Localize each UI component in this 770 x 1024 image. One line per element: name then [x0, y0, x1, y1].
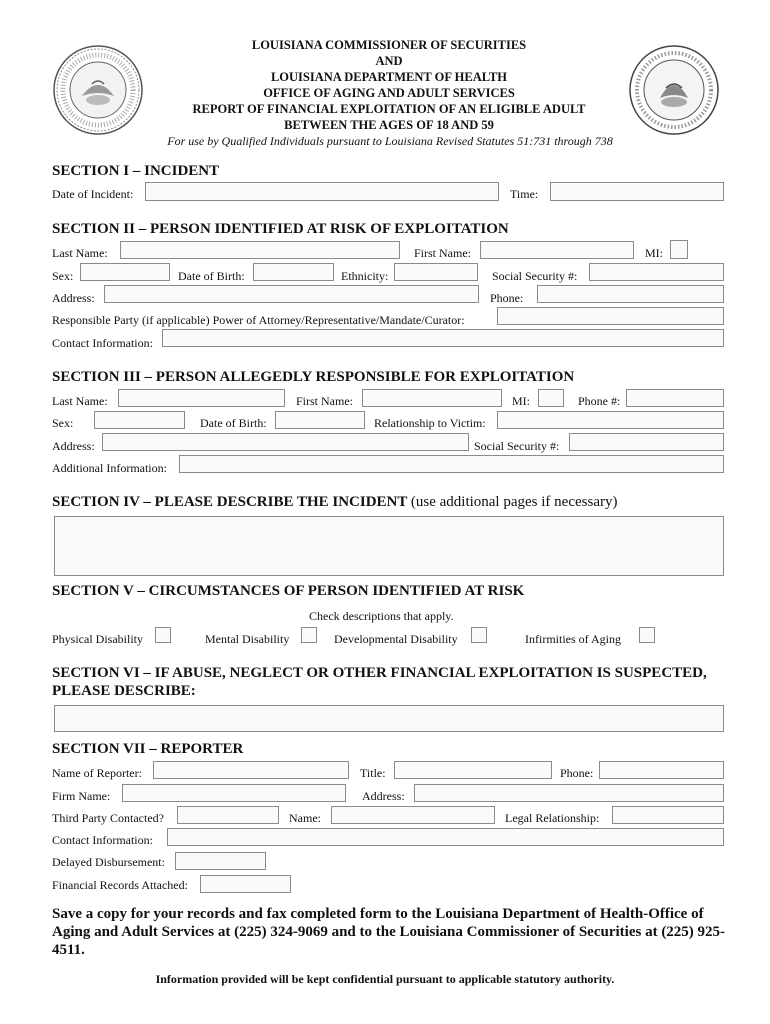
victim-contact-field[interactable] [162, 329, 724, 347]
victim-last-name-label: Last Name: [52, 246, 108, 260]
section-4-title [52, 493, 617, 511]
firm-name-label: Firm Name: [52, 789, 111, 803]
perp-mi-label: MI: [512, 394, 530, 408]
physical-disability-label: Physical Disability [52, 632, 143, 646]
third-party-contact-field[interactable] [167, 828, 724, 846]
time-field[interactable] [550, 182, 724, 201]
responsible-party-label: Responsible Party (if applicable) Power of Attorney/Representative/Mandate/Curator: [52, 313, 465, 327]
reporter-title-field[interactable] [394, 761, 552, 779]
financial-records-field[interactable] [200, 875, 291, 893]
section-1-title: SECTION I – INCIDENT [52, 163, 220, 179]
firm-name-field[interactable] [122, 784, 346, 802]
time-label: Time: [510, 187, 539, 201]
victim-ssn-field[interactable] [589, 263, 724, 281]
section-5-instruction: Check descriptions that apply. [309, 609, 454, 623]
victim-mi-field[interactable] [670, 240, 688, 259]
victim-sex-field[interactable] [80, 263, 170, 281]
victim-ssn-label: Social Security #: [492, 269, 578, 283]
perp-ssn-label: Social Security #: [474, 439, 560, 453]
victim-first-name-label: First Name: [414, 246, 471, 260]
date-of-incident-label: Date of Incident: [52, 187, 134, 201]
victim-sex-label: Sex: [52, 269, 74, 283]
perp-relationship-label: Relationship to Victim: [374, 416, 486, 430]
victim-last-name-field[interactable] [120, 241, 400, 259]
perp-phone-field[interactable] [626, 389, 724, 407]
header-line-2: AND [375, 54, 403, 68]
responsible-party-field[interactable] [497, 307, 724, 325]
victim-ethnicity-field[interactable] [394, 263, 478, 281]
incident-description-field[interactable] [54, 516, 724, 576]
physical-disability-checkbox[interactable] [155, 627, 171, 643]
perp-sex-field[interactable] [94, 411, 185, 429]
victim-ethnicity-label: Ethnicity: [341, 269, 389, 283]
third-party-name-field[interactable] [331, 806, 495, 824]
section-7-title: SECTION VII – REPORTER [52, 741, 244, 757]
developmental-disability-checkbox[interactable] [471, 627, 487, 643]
perp-first-name-label: First Name: [296, 394, 353, 408]
victim-phone-label: Phone: [490, 291, 524, 305]
reporter-phone-field[interactable] [599, 761, 724, 779]
delayed-disbursement-field[interactable] [175, 852, 266, 870]
perp-sex-label: Sex: [52, 416, 74, 430]
state-of-louisiana-seal-icon [628, 44, 720, 141]
victim-phone-field[interactable] [537, 285, 724, 303]
reporter-phone-label: Phone: [560, 766, 594, 780]
reporter-name-field[interactable] [153, 761, 349, 779]
date-of-incident-field[interactable] [145, 182, 499, 201]
section-5-title: SECTION V – CIRCUMSTANCES OF PERSON IDENTIFIED AT RISK [52, 583, 525, 599]
reporter-title-label: Title: [360, 766, 386, 780]
header-line-6: BETWEEN THE AGES OF 18 AND 59 [284, 118, 494, 132]
victim-contact-label: Contact Information: [52, 336, 153, 350]
perp-dob-field[interactable] [275, 411, 365, 429]
third-party-name-label: Name: [289, 811, 321, 825]
perp-ssn-field[interactable] [569, 433, 724, 451]
perp-last-name-field[interactable] [118, 389, 285, 407]
perp-additional-label: Additional Information: [52, 461, 167, 475]
reporter-address-label: Address: [362, 789, 405, 803]
mental-disability-checkbox[interactable] [301, 627, 317, 643]
infirmities-of-aging-label: Infirmities of Aging [525, 632, 621, 646]
perp-mi-field[interactable] [538, 389, 564, 407]
perp-phone-label: Phone #: [578, 394, 621, 408]
header-subtitle: For use by Qualified Individuals pursuant to Louisiana Revised Statutes 51:731 through 738 [167, 134, 613, 148]
section-6-title-line-2: PLEASE DESCRIBE: [52, 683, 196, 699]
developmental-disability-label: Developmental Disability [334, 632, 458, 646]
delayed-disbursement-label: Delayed Disbursement: [52, 855, 165, 869]
perp-first-name-field[interactable] [362, 389, 502, 407]
abuse-description-field[interactable] [54, 705, 724, 732]
footer-confidential: Information provided will be kept confidential pursuant to applicable statutory authority. [155, 972, 615, 986]
victim-mi-label: MI: [645, 246, 663, 260]
perp-address-field[interactable] [102, 433, 469, 451]
infirmities-of-aging-checkbox[interactable] [639, 627, 655, 643]
section-4-title-text: SECTION IV – PLEASE DESCRIBE THE INCIDENT [52, 494, 408, 510]
legal-relationship-label: Legal Relationship: [505, 811, 600, 825]
header-line-1: LOUISIANA COMMISSIONER OF SECURITIES [251, 38, 527, 52]
third-party-contact-label: Contact Information: [52, 833, 153, 847]
footer-instruction: Save a copy for your records and fax completed form to the Louisiana Department of Health-Office of Aging and Adult Services at (225) 324-9069 and to the Louisiana Commissioner of Securities at (225) 925-4511. [52, 906, 726, 958]
section-2-title: SECTION II – PERSON IDENTIFIED AT RISK OF EXPLOITATION [52, 221, 509, 237]
section-4-note: (use additional pages if necessary) [410, 494, 618, 510]
perp-dob-label: Date of Birth: [200, 416, 267, 430]
reporter-name-label: Name of Reporter: [52, 766, 142, 780]
third-party-label: Third Party Contacted? [52, 811, 164, 825]
section-3-title: SECTION III – PERSON ALLEGEDLY RESPONSIBLE FOR EXPLOITATION [52, 369, 575, 385]
header-line-5: REPORT OF FINANCIAL EXPLOITATION OF AN ELIGIBLE ADULT [192, 102, 586, 116]
victim-dob-label: Date of Birth: [178, 269, 245, 283]
perp-last-name-label: Last Name: [52, 394, 108, 408]
mental-disability-label: Mental Disability [205, 632, 290, 646]
header-line-3: LOUISIANA DEPARTMENT OF HEALTH [270, 70, 508, 84]
section-6-title-line-1: SECTION VI – IF ABUSE, NEGLECT OR OTHER FINANCIAL EXPLOITATION IS SUSPECTED, [52, 665, 707, 681]
perp-address-label: Address: [52, 439, 95, 453]
financial-records-label: Financial Records Attached: [52, 878, 188, 892]
reporter-address-field[interactable] [414, 784, 724, 802]
third-party-field[interactable] [177, 806, 279, 824]
victim-address-label: Address: [52, 291, 95, 305]
legal-relationship-field[interactable] [612, 806, 724, 824]
victim-address-field[interactable] [104, 285, 479, 303]
perp-relationship-field[interactable] [497, 411, 724, 429]
victim-dob-field[interactable] [253, 263, 334, 281]
perp-additional-field[interactable] [179, 455, 724, 473]
victim-first-name-field[interactable] [480, 241, 634, 259]
header-line-4: OFFICE OF AGING AND ADULT SERVICES [263, 86, 515, 100]
office-of-financial-institutions-seal-icon [52, 44, 144, 141]
